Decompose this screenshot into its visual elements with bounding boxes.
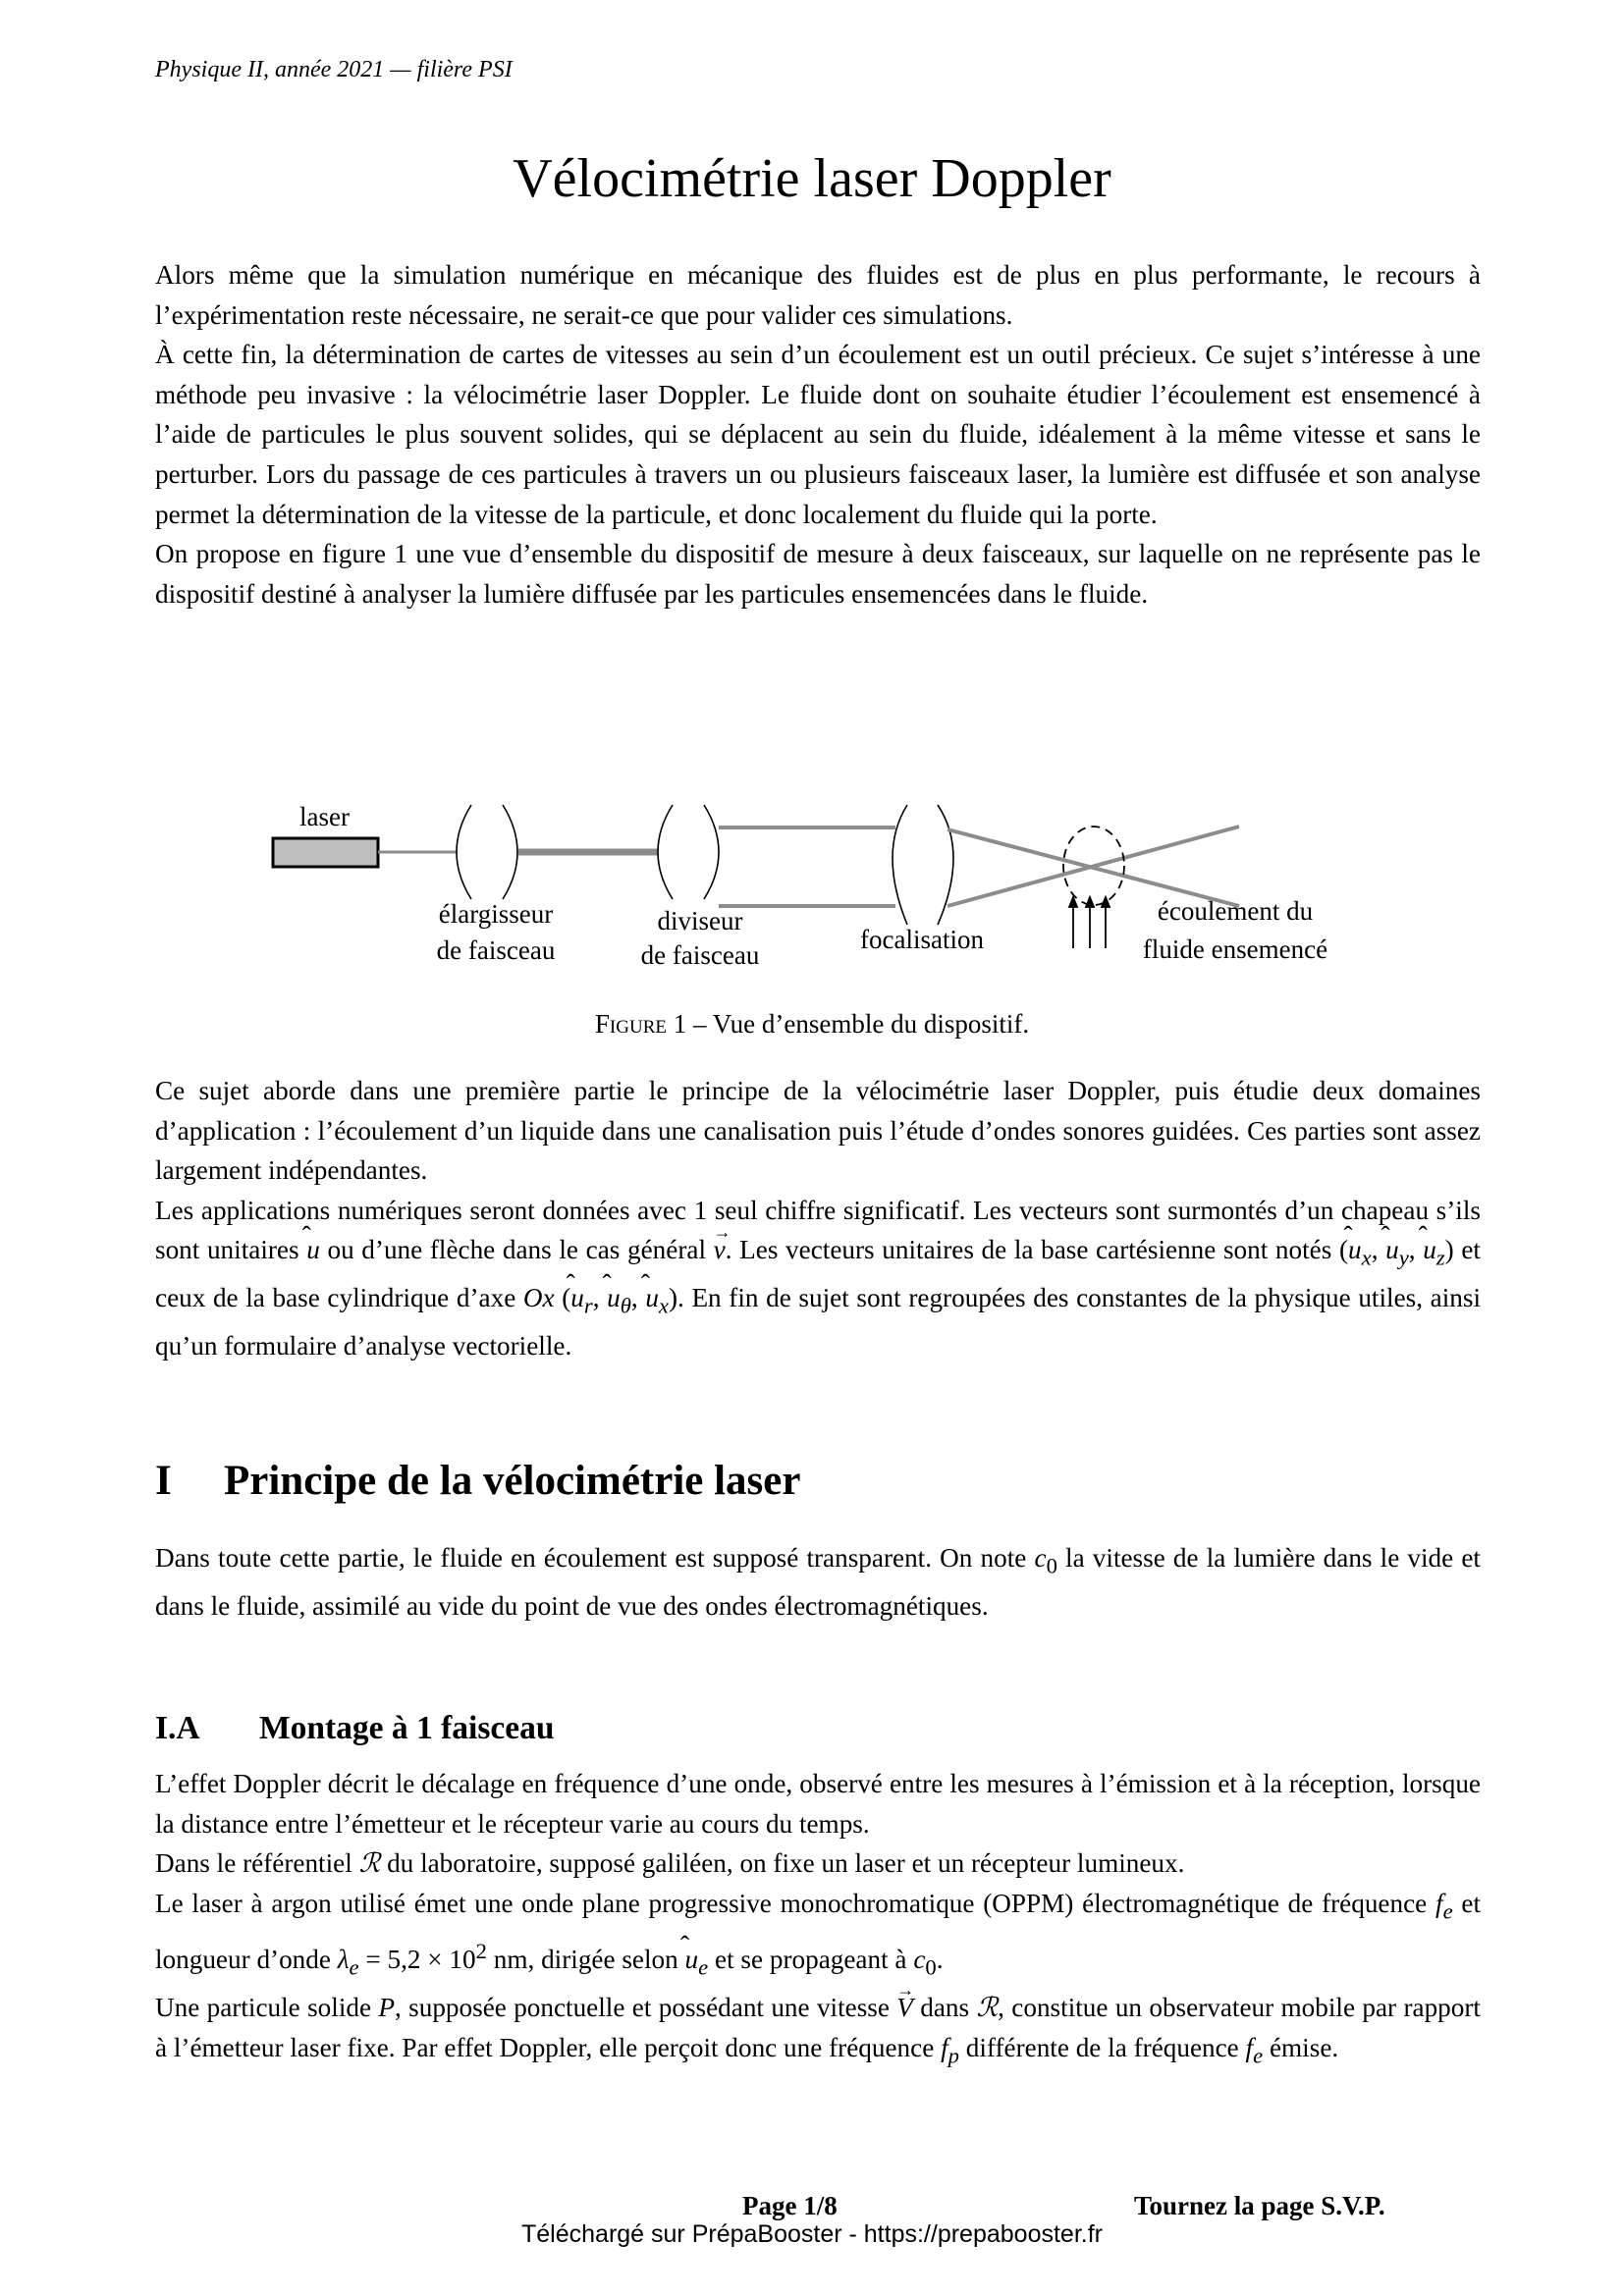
section-title: Principe de la vélocimétrie laser xyxy=(224,1458,801,1504)
basis-index-x: x xyxy=(1361,1245,1372,1270)
unit-vector-u: ̂ u xyxy=(306,1230,320,1270)
text-run: Les applications numériques seront données avec 1 seul chiffre significatif. Les vecteurs sont surmontés d’un chapeau s’ils sont unitaires xyxy=(155,1195,1481,1265)
unit-vector: ̂ u xyxy=(1385,1230,1399,1270)
text-run: ( xyxy=(554,1283,571,1313)
text-run: , constitue un observateur mobile par rapport à l’émetteur laser fixe. Par effet Doppler, elle perçoit donc une fréquence xyxy=(155,1992,1481,2062)
text-run: et longueur d’onde xyxy=(155,1888,1482,1974)
basis-index-y: y xyxy=(1398,1245,1409,1270)
text-run: ) et ceux de la base cylindrique d’axe xyxy=(155,1235,1481,1313)
download-notice: Téléchargé sur PrépaBooster - https://prepabooster.fr xyxy=(521,2220,1103,2248)
running-head: Physique II, année 2021 — filière PSI xyxy=(155,57,513,82)
label-expander-2: de faisceau xyxy=(436,935,556,965)
basis-index-theta: θ xyxy=(620,1293,631,1318)
document-title: Vélocimétrie laser Doppler xyxy=(513,148,1111,209)
symbol-P: P xyxy=(378,1992,396,2022)
subscript: e xyxy=(698,1954,709,1980)
subscript: e xyxy=(1253,2042,1264,2067)
intro-section xyxy=(155,255,1481,614)
text-run: nm, dirigée selon xyxy=(486,1944,685,1974)
label-expander-1: élargisseur xyxy=(438,899,554,929)
vector-V: → V xyxy=(896,1988,913,2028)
text-run: la vitesse de la lumière dans le vide et dans le fluide, assimilé au vide du point de vue des ondes électromagnétiques. xyxy=(155,1543,1481,1622)
unit-vector: ̂ u xyxy=(570,1278,584,1318)
symbol-c0: c xyxy=(1034,1543,1047,1573)
IA-paragraph-3 xyxy=(155,1884,1481,1988)
text-run: ou d’une flèche dans le cas général xyxy=(319,1235,714,1265)
exponent: 2 xyxy=(475,1938,487,1963)
unit-vector: ̂ u xyxy=(1423,1230,1436,1270)
overview-section xyxy=(155,1071,1481,1366)
symbol-fp: f xyxy=(941,2032,948,2062)
intro-paragraph-1: Alors même que la simulation numérique en mécanique des fluides est de plus en plus performante, le recours à l’expérimentation reste nécessaire, ne serait-ce que pour valider ces simulations. xyxy=(155,260,1481,330)
IA-paragraph-4 xyxy=(155,1988,1481,2076)
intro-paragraph-2: À cette fin, la détermination de cartes de vitesses au sein d’un écoulement est un outil précieux. Ce sujet s’intéresse à une méthode peu invasive : la vélocimétrie laser Doppler. Le fluide dont on souhaite étudier l’écoulement est ensemencé à l’aide de particules le plus souvent solides, qui se déplacent au sein du fluide, idéalement à la même vitesse et sans le perturber. Lors du passage de ces particules à travers un ou plusieurs faisceaux laser, la lumière est diffusée et son analyse permet la détermination de la vitesse de la particule, et donc localement du fluide qui la porte. xyxy=(155,340,1481,529)
text-run: Dans toute cette partie, le fluide en écoulement est supposé transparent. On note xyxy=(155,1543,1035,1573)
page-number: Page 1/8 xyxy=(742,2191,838,2220)
flow-arrows-icon xyxy=(1069,897,1110,948)
basis-index-z: z xyxy=(1435,1245,1445,1270)
vector-v: → v xyxy=(714,1230,726,1270)
label-flow-2: fluide ensemencé xyxy=(1142,934,1328,964)
text-run: ). En fin de sujet sont regroupées des constantes de la physique utiles, ainsi qu’un formulaire d’analyse vectorielle. xyxy=(155,1283,1482,1362)
text-run: . xyxy=(936,1944,944,1974)
subscript: p xyxy=(947,2042,959,2067)
IA-paragraph-1: L’effet Doppler décrit le décalage en fréquence d’une onde, observé entre les mesures à l’émission et à la réception, lorsque la distance entre l’émetteur et le récepteur varie au cours du temps. xyxy=(155,1769,1481,1839)
caption-separator: – xyxy=(686,1009,713,1039)
subsection-IA-body xyxy=(155,1764,1481,2076)
axis-ox: Ox xyxy=(522,1283,555,1313)
symbol-c0: c xyxy=(913,1944,926,1974)
figure-1-diagram xyxy=(0,775,1624,1001)
IA-paragraph-2 xyxy=(155,1843,1481,1884)
wavelength-value: = 5,2 × 10 xyxy=(358,1944,476,1974)
label-splitter-1: diviseur xyxy=(657,906,743,935)
text-run: , supposée ponctuelle et possédant une vitesse xyxy=(395,1992,897,2022)
symbol-lambda: λ xyxy=(337,1944,350,1974)
subsection-title: Montage à 1 faisceau xyxy=(259,1710,555,1746)
section-I-paragraph xyxy=(155,1538,1481,1627)
symbol-referential: ℛ xyxy=(976,1992,999,2022)
lens-focus xyxy=(893,805,953,925)
turn-page-note: Tournez la page S.V.P. xyxy=(1134,2191,1385,2220)
subsection-number: I.A xyxy=(155,1710,200,1746)
caption-text: Vue d’ensemble du dispositif. xyxy=(712,1009,1030,1039)
overview-paragraph-2: Les applications numériques seront données avec 1 seul chiffre significatif. Les vecteurs sont surmontés d’un chapeau s’ils sont unitaires ̂ u ou d’une flèche dans le cas général → v. Les vecteurs unitaires de la base cartésienne sont notés (̂ $u_x$, ̂ $u_y$, ̂ $u_z$) et ceux de la base cylindrique d’axe Ox (̂ $u_r$, ̂ $u_\theta$, ̂ $u_x$). En fin de sujet sont regroupées des constantes de la physique utiles, ainsi qu’un formulaire d’analyse vectorielle. xyxy=(155,1191,1481,1366)
lens-expander xyxy=(457,805,517,899)
intro-paragraph-3: On propose en figure 1 une vue d’ensemble du dispositif de mesure à deux faisceaux, sur laquelle on ne représente pas le dispositif destiné à analyser la lumière diffusée par les particules ensemencées dans le fluide. xyxy=(155,539,1481,609)
label-flow-1: écoulement du xyxy=(1157,896,1314,926)
section-number: I xyxy=(155,1458,172,1504)
unit-vector: ̂ u xyxy=(607,1278,621,1318)
text-run: Une particule solide xyxy=(155,1992,379,2022)
text-run: dans xyxy=(912,1992,977,2022)
subsection-heading-IA xyxy=(155,1709,555,1748)
label-laser: laser xyxy=(299,802,350,831)
figure-1-caption xyxy=(0,1009,1624,1040)
section-heading-I xyxy=(155,1457,800,1506)
label-focus: focalisation xyxy=(860,925,984,954)
subscript: e xyxy=(349,1954,359,1980)
text-run: émise. xyxy=(1263,2032,1339,2062)
caption-label: Figure 1 xyxy=(594,1009,687,1039)
basis-index-x: x xyxy=(658,1293,669,1318)
basis-index-r: r xyxy=(583,1293,593,1318)
text-run: Dans le référentiel xyxy=(155,1848,359,1879)
symbol-referential: ℛ xyxy=(358,1848,381,1879)
lens-splitter xyxy=(658,805,719,899)
subscript: 0 xyxy=(1046,1553,1057,1578)
unit-vector: ̂ u xyxy=(1348,1230,1362,1270)
symbol-fe: f xyxy=(1245,2032,1254,2062)
unit-vector: ̂ u xyxy=(645,1278,659,1318)
subscript: 0 xyxy=(925,1954,937,1980)
text-run: Le laser à argon utilisé émet une onde plane progressive monochromatique (OPPM) électromagnétique de fréquence xyxy=(155,1888,1435,1918)
text-run: . Les vecteurs unitaires de la base cartésienne sont notés ( xyxy=(725,1235,1349,1265)
section-I-intro xyxy=(155,1538,1481,1627)
laser-body xyxy=(273,838,378,867)
text-run: du laboratoire, supposé galiléen, on fixe un laser et un récepteur lumineux. xyxy=(380,1848,1185,1879)
overview-paragraph-1: Ce sujet aborde dans une première partie le principe de la vélocimétrie laser Doppler, puis étudie deux domaines d’application : l’écoulement d’un liquide dans une canalisation puis l’étude d’ondes sonores guidées. Ces parties sont assez largement indépendantes. xyxy=(155,1076,1481,1186)
symbol-fe: f xyxy=(1435,1888,1443,1918)
text-run: différente de la fréquence xyxy=(958,2032,1246,2062)
subscript: e xyxy=(1442,1898,1453,1924)
label-splitter-2: de faisceau xyxy=(640,940,760,970)
unit-vector-ue: ̂ u xyxy=(685,1940,699,1980)
text-run: et se propageant à xyxy=(708,1944,914,1974)
